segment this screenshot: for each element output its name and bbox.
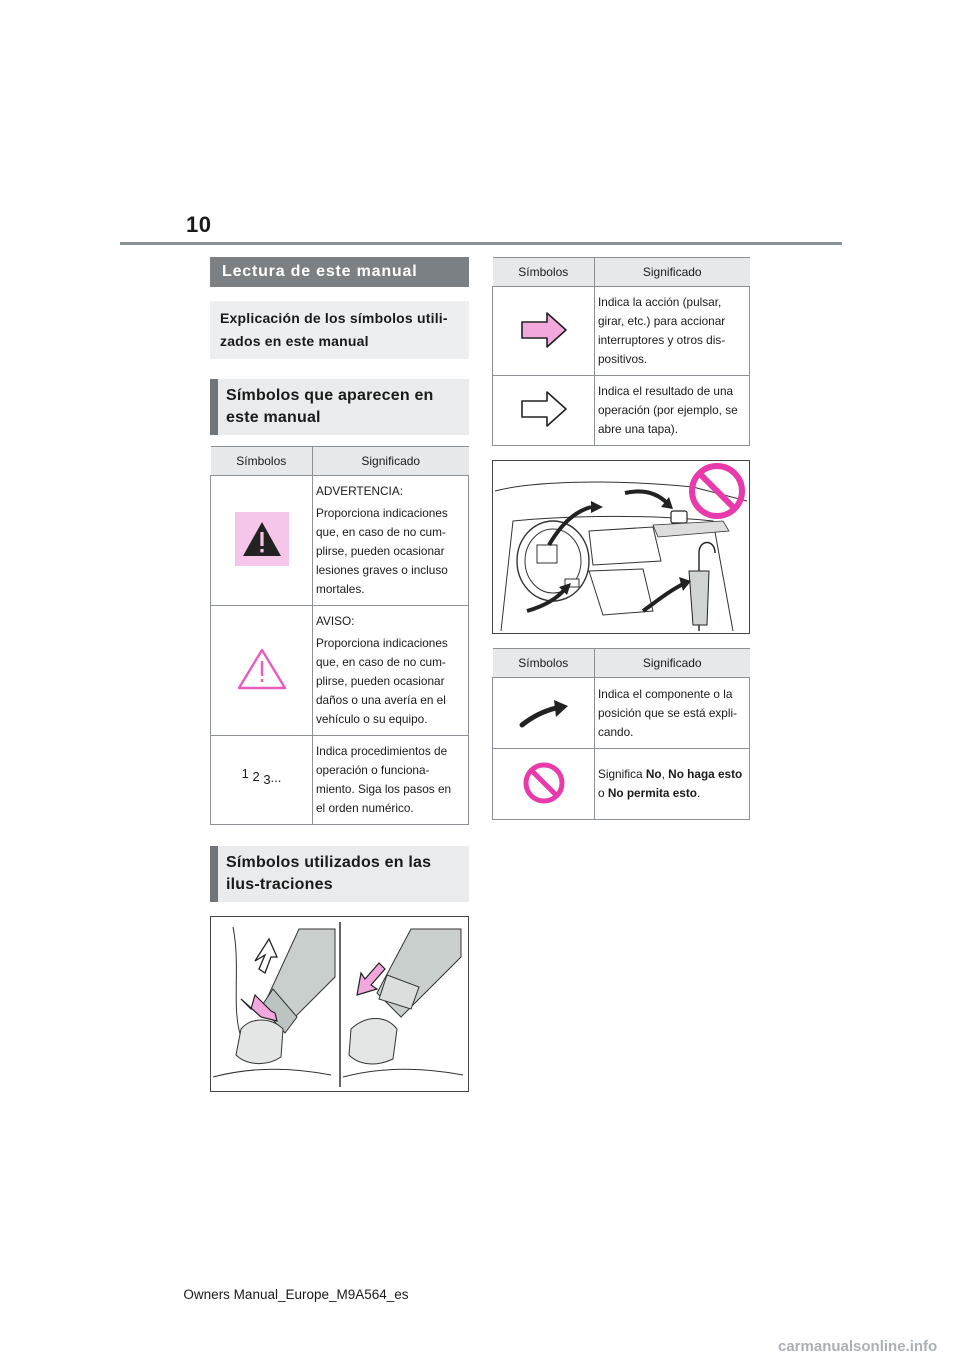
col-symbols: Símbolos xyxy=(493,649,595,678)
seatbelt-illustration xyxy=(210,916,469,1092)
col-meaning: Significado xyxy=(595,649,750,678)
step-numbers-icon: 1 2 3... xyxy=(241,765,282,787)
prohibition-icon xyxy=(522,761,566,805)
row-title: ADVERTENCIA: xyxy=(316,484,403,498)
table-row xyxy=(493,287,750,376)
footer xyxy=(0,1287,960,1302)
outline-arrow-icon xyxy=(255,939,277,973)
row-text: Indica el resultado de una operación (por ejemplo, se abre una tapa). xyxy=(595,376,750,446)
manual-symbols-table xyxy=(210,446,469,825)
action-symbols-table xyxy=(492,257,750,446)
col-meaning: Significado xyxy=(313,447,469,476)
caution-triangle-outline-icon xyxy=(236,646,288,692)
outline-arrow-icon xyxy=(519,389,569,429)
row-text: Indica el componente o la posición que se está expli-cando. xyxy=(595,678,750,749)
pink-arrow-icon xyxy=(519,310,569,350)
col-symbols: Símbolos xyxy=(493,258,595,287)
table-header xyxy=(211,447,469,476)
dashboard-illustration xyxy=(492,460,750,634)
footer-text: Owners Manual_Europe_M9A564_es xyxy=(183,1287,409,1302)
row-title: AVISO: xyxy=(316,614,355,628)
explanation-heading: Explicación de los símbolos utili- zados en este manual xyxy=(210,301,469,359)
row-text: Proporciona indicaciones que, en caso de no cum-plirse, pueden ocasionar lesiones graves o incluso mortales. xyxy=(316,506,448,596)
table-row xyxy=(211,606,469,736)
page-number: 10 xyxy=(186,212,212,237)
col-meaning: Significado xyxy=(595,258,750,287)
curved-arrow-icon xyxy=(518,695,570,729)
row-text: Proporciona indicaciones que, en caso de no cum-plirse, pueden ocasionar daños o una avería en el vehículo o su equipo. xyxy=(316,636,448,726)
table-row xyxy=(211,476,469,606)
curved-arrow-icon xyxy=(625,491,667,503)
table-header xyxy=(493,258,750,287)
table-header xyxy=(493,649,750,678)
watermark: carmanualsonline.info xyxy=(778,1338,938,1355)
right-column xyxy=(492,257,750,820)
top-divider xyxy=(120,242,842,245)
col-symbols: Símbolos xyxy=(211,447,313,476)
table-row xyxy=(493,678,750,749)
component-symbols-table xyxy=(492,648,750,820)
row-text: Indica la acción (pulsar, girar, etc.) para accionar interruptores y otros dis-positivos. xyxy=(595,287,750,376)
table-row xyxy=(493,749,750,820)
row-text: Indica procedimientos de operación o funciona-miento. Siga los pasos en el orden numérico. xyxy=(316,744,452,815)
prohibition-icon xyxy=(692,466,742,516)
left-column xyxy=(210,257,469,1092)
table-row xyxy=(493,376,750,446)
illustration-symbols-heading: Símbolos utilizados en las ilus-traciones xyxy=(210,846,469,902)
section-title: Lectura de este manual xyxy=(210,257,469,287)
table-row xyxy=(211,736,469,825)
warning-triangle-filled-icon xyxy=(235,512,289,566)
manual-symbols-heading: Símbolos que aparecen en este manual xyxy=(210,379,469,435)
row-text: Significa No, No haga esto o No permita esto. xyxy=(595,749,750,820)
